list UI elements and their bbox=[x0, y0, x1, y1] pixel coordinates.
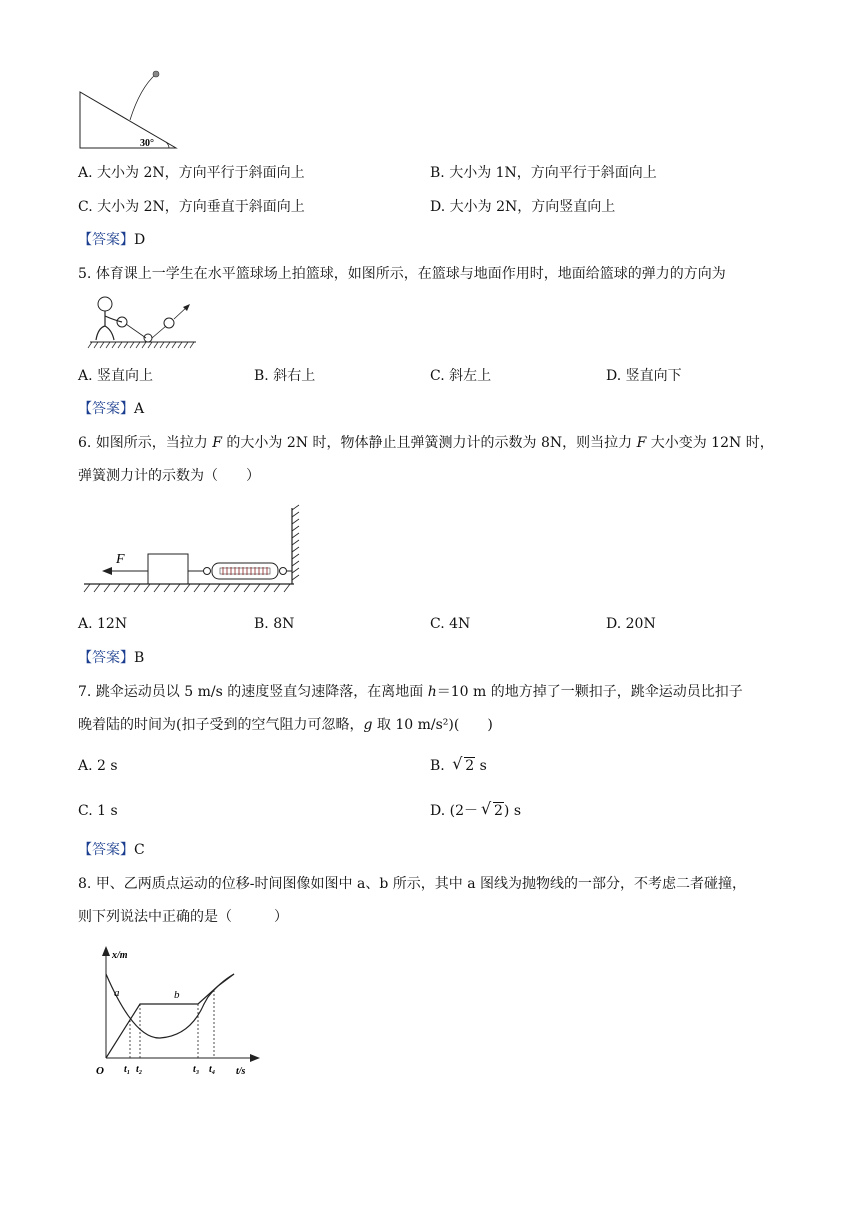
q7-stem-line1: 7. 跳伞运动员以 5 m/s 的速度竖直匀速降落，在离地面 h＝10 m 的地方掉了一颗扣子，跳伞运动员比扣子 bbox=[78, 684, 743, 700]
x-axis-label: t/s bbox=[236, 1066, 246, 1077]
tick-t4: t₄ bbox=[209, 1064, 216, 1075]
incline-angle-label: 30° bbox=[140, 138, 154, 149]
y-axis-label: x/m bbox=[112, 950, 128, 961]
force-label: F bbox=[116, 552, 125, 567]
q7-option-a: A. 2 s bbox=[78, 758, 118, 774]
q5-answer: 【答案】A bbox=[78, 401, 145, 417]
tick-t3: t₃ bbox=[193, 1064, 200, 1075]
incline-triangle bbox=[80, 92, 176, 148]
projectile-path bbox=[130, 74, 156, 120]
tick-t1: t₁ bbox=[124, 1064, 131, 1075]
q4-answer: 【答案】D bbox=[78, 232, 146, 248]
origin-label: O bbox=[96, 1065, 104, 1077]
spring-scale-figure bbox=[82, 504, 308, 600]
q7-stem-line2: 晚着陆的时间为(扣子受到的空气阻力可忽略，g 取 10 m/s²)( ) bbox=[78, 717, 493, 733]
incline-figure bbox=[78, 68, 188, 152]
q5-stem: 5. 体育课上一学生在水平篮球场上拍篮球，如图所示，在篮球与地面作用时，地面给篮球的弹力的方向为 bbox=[78, 266, 726, 282]
q7-option-b: B. √ 2 s bbox=[430, 754, 487, 774]
curve-b bbox=[106, 974, 234, 1058]
q7-answer: 【答案】C bbox=[78, 842, 145, 858]
q8-stem-line1: 8. 甲、乙两质点运动的位移-时间图像如图中 a、b 所示，其中 a 图线为抛物线的一部分，不考虑二者碰撞， bbox=[78, 876, 746, 892]
q6-answer: 【答案】B bbox=[78, 650, 145, 666]
projectile-ball bbox=[153, 71, 159, 77]
q6-stem-line2: 弹簧测力计的示数为（ ） bbox=[78, 468, 260, 484]
q6-stem-line1: 6. 如图所示，当拉力 F 的大小为 2N 时，物体静止且弹簧测力计的示数为 8N，则当拉力 F 大小变为 12N 时， bbox=[78, 435, 774, 451]
curve-b-label: b bbox=[174, 989, 180, 1001]
ball-on-ground bbox=[144, 334, 152, 342]
q5-option-b: B. 斜右上 bbox=[254, 368, 316, 384]
block bbox=[148, 554, 188, 584]
q6-option-d: D. 20N bbox=[606, 616, 656, 632]
curve-a-label: a bbox=[114, 987, 120, 999]
q4-option-a: A. 大小为 2N，方向平行于斜面向上 bbox=[78, 165, 305, 181]
q7-option-d: D. (2－ √ 2) s bbox=[430, 799, 522, 819]
q7-option-c: C. 1 s bbox=[78, 803, 118, 819]
q6-option-a: A. 12N bbox=[78, 616, 128, 632]
q5-option-c: C. 斜左上 bbox=[430, 368, 492, 384]
spring-scale bbox=[212, 563, 278, 579]
ball-rebound bbox=[164, 318, 174, 328]
q6-option-b: B. 8N bbox=[254, 616, 295, 632]
q8-stem-line2: 则下列说法中正确的是（ ） bbox=[78, 909, 288, 925]
basketball-figure bbox=[86, 294, 204, 352]
q5-option-a: A. 竖直向上 bbox=[78, 368, 154, 384]
q4-option-d: D. 大小为 2N，方向竖直向上 bbox=[430, 199, 616, 215]
q4-option-c: C. 大小为 2N，方向垂直于斜面向上 bbox=[78, 199, 305, 215]
q5-option-d: D. 竖直向下 bbox=[606, 368, 682, 384]
q6-option-c: C. 4N bbox=[430, 616, 471, 632]
q4-option-b: B. 大小为 1N，方向平行于斜面向上 bbox=[430, 165, 657, 181]
student-head bbox=[98, 297, 112, 311]
xt-graph bbox=[94, 944, 264, 1080]
tick-t2: t₂ bbox=[136, 1064, 143, 1075]
